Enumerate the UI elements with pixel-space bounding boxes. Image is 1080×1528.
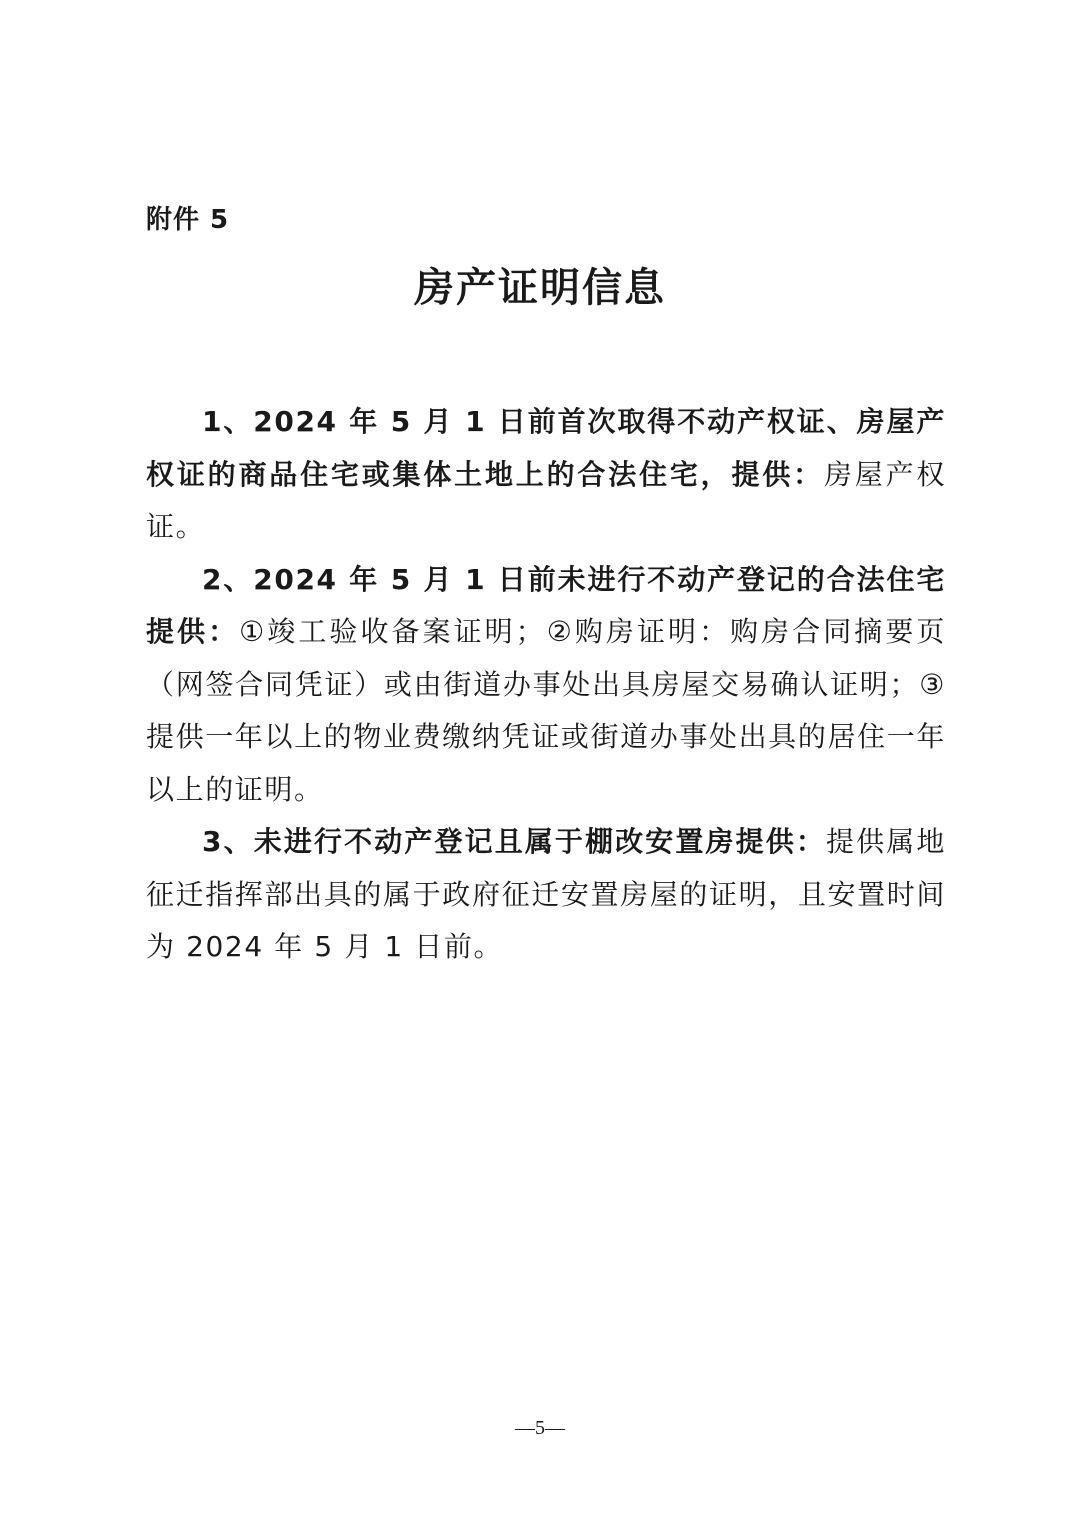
item-3-lead: 3、未进行不动产登记且属于棚改安置房提供：: [202, 825, 827, 858]
item-1-body: 房屋产权证。: [146, 457, 947, 543]
item-2-lead: 2、2024 年 5 月 1 日前未进行不动产登记的合法住宅提供：: [146, 562, 946, 648]
item-1: [146, 396, 946, 554]
page-number: —5—: [515, 1417, 565, 1439]
document-body: [146, 396, 946, 974]
item-3: [146, 816, 946, 974]
item-2: [146, 554, 946, 817]
attachment-label: 附件 5: [146, 205, 230, 235]
item-1-lead: 1、2024 年 5 月 1 日前首次取得不动产权证、房屋产权证的商品住宅或集体土地上的合法住宅，提供：: [146, 405, 946, 491]
item-3-body: 提供属地征迁指挥部出具的属于政府征迁安置房屋的证明，且安置时间为 2024 年 5 月 1 日前。: [146, 825, 946, 963]
item-2-body: ①竣工验收备案证明；②购房证明：购房合同摘要页（网签合同凭证）或由街道办事处出具房屋交易确认证明；③提供一年以上的物业费缴纳凭证或街道办事处出具的居住一年以上的证明。: [146, 615, 946, 806]
document-title: 房产证明信息: [414, 264, 666, 311]
